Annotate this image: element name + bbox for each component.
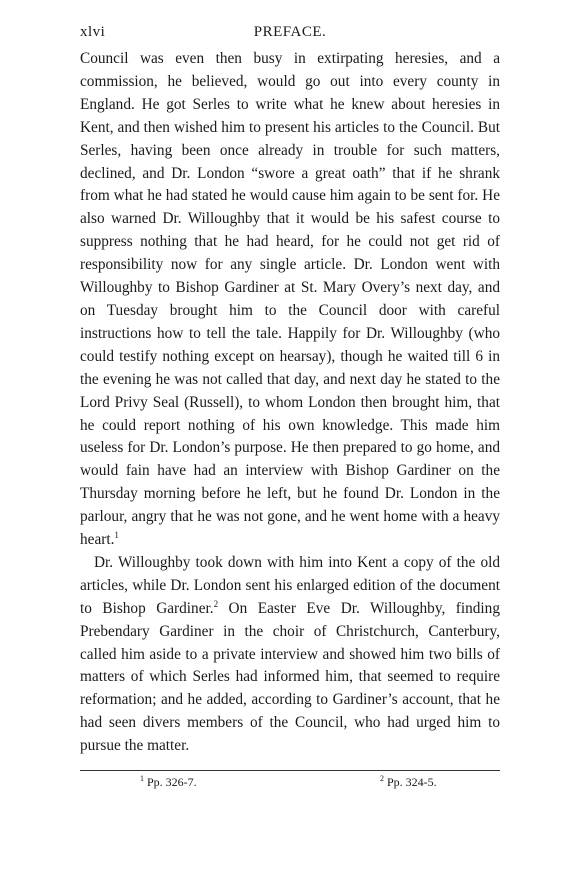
footnote-ref-1: 1 [114,529,119,540]
footnote-ref-2: 2 [213,598,219,609]
body-text [80,48,500,758]
page-header [80,24,500,44]
footnote-2-marker: 2 [380,774,384,783]
paragraph-2-text-continued: On Easter Eve Dr. Willoughby, finding Prebendary Gardiner in the choir of Christchurch, Canterbury, called him aside to a private interview and showed him two bills of matters of which Serles had informed him, that seemed to require reformation; and he added, according to Gardiner’s account, that he had seen divers members of the Council, who had urged him to pursue the matter. [80,599,500,755]
page-number: xlvi [80,24,106,40]
footnote-rule [80,770,500,771]
paragraph-1-text: Council was even then busy in extirpating heresies, and a commission, he believed, would go out into every county in England. He got Serles to write what he knew about heresies in Kent, and then wished him to present his articles to the Council. But Serles, having been once already in trouble for such matters, declined, and Dr. London “swore a great oath” that if he shrank from what he had stated he would cause him again to be sent for. He also warned Dr. Willoughby that it would be his safest course to suppress nothing that he had heard, for he could not get rid of responsibility now for any single article. Dr. London went with Willoughby to Bishop Gardiner at St. Mary Overy’s next day, and on Tuesday brought him to the Council door with careful instructions how to tell the tale. Happily for Dr. Willoughby (who could testify nothing except on hearsay), though he waited till 6 in the evening he was not called that day, and next day he stated to the Lord Privy Seal (Russell), to whom London then brought him, that he could report nothing of his own knowledge. This made him useless for Dr. London’s purpose. He then prepared to go home, and would fain have had an interview with Bishop Gardiner on the Thursday morning before he left, but he found Dr. London in the parlour, angry that he was not gone, and he went home with a heavy heart. [80,50,500,549]
paragraph-2-text: Dr. Willoughby took down with him into Kent a copy of the old articles, while Dr. London sent his enlarged edition of the document to Bishop Gardiner. [80,553,500,617]
footnotes [80,775,500,793]
footnote-1-marker: 1 [140,774,144,783]
running-title: PREFACE. [253,24,327,40]
footnote-2-text: Pp. 324-5. [387,775,437,789]
paragraph-1 [80,48,500,552]
footnote-1-text: Pp. 326-7. [147,775,197,789]
footnote-2 [380,775,437,790]
paragraph-2 [80,552,500,758]
footnote-1 [140,775,197,790]
